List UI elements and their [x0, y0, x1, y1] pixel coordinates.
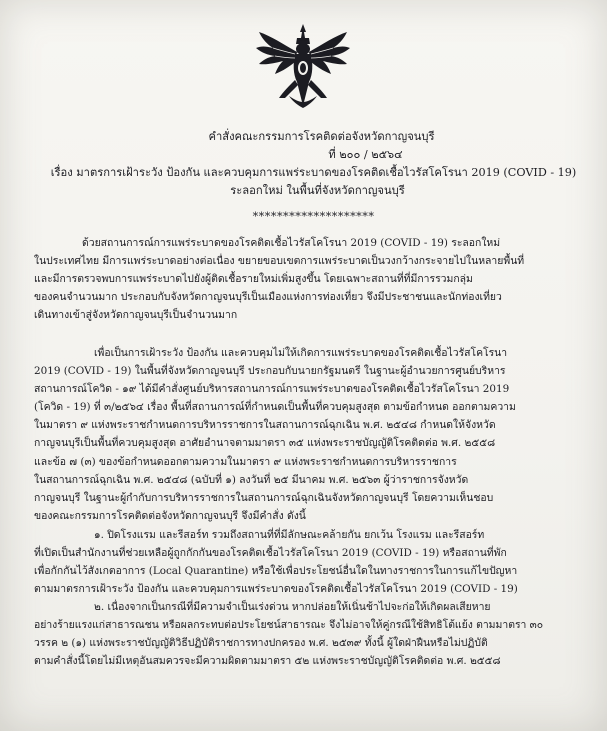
text-line: ๑. ปิดโรงแรม และรีสอร์ท รวมถึงสถานที่ที่มีลักษณะคล้ายกัน ยกเว้น โรงแรม และรีสอร์ท [94, 529, 485, 541]
text-line: กาญจนบุรี ในฐานะผู้กำกับการบริหารราชการในสถานการณ์ฉุกเฉินจังหวัดกาญจนบุรี โดยความเห็นชอบ [34, 491, 494, 504]
text-line: ในประเทศไทย มีการแพร่ระบาดอย่างต่อเนื่อง ขยายขอบเขตการแพร่ระบาดเป็นวงกว้างกระจายไปในหลายพื้นที่ [34, 255, 525, 268]
order-item-2 [34, 598, 594, 670]
separator-stars: ******************** [252, 210, 375, 223]
paragraph-authority [34, 344, 594, 525]
text-line: เดินทางเข้าสู่จังหวัดกาญจนบุรีเป็นจำนวนมาก [34, 309, 238, 322]
text-line: กาญจนบุรีเป็นพื้นที่ควบคุมสูงสุด อาศัยอำนาจตามมาตรา ๓๕ แห่งพระราชบัญญัติโรคติดต่อ พ.ศ. ๒๕๕๘ [34, 437, 496, 450]
text-line: ด้วยสถานการณ์การแพร่ระบาดของโรคติดเชื้อไวรัสโคโรนา 2019 (COVID - 19) ระลอกใหม่ [82, 237, 501, 249]
order-number: ที่ ๒๐๐ / ๒๕๖๔ [328, 148, 403, 161]
issuing-authority: คำสั่งคณะกรรมการโรคติดต่อจังหวัดกาญจนบุรี [208, 130, 435, 143]
order-item-1 [34, 526, 594, 598]
text-line: 2019 (COVID - 19) ในพื้นที่จังหวัดกาญจนบุรี ประกอบกับนายกรัฐมนตรี ในฐานะผู้อำนวยการศูนย์บริหาร [34, 365, 506, 378]
text-line: และข้อ ๗ (๓) ของข้อกำหนดออกตามความในมาตรา ๙ แห่งพระราชกำหนดการบริหารราชการ [34, 455, 457, 468]
text-line: เพื่อกักกันไว้สังเกตอาการ (Local Quarantine) หรือใช้เพื่อประโยชน์อื่นใดในทางราชการในการแก้ไขปัญหา [34, 565, 518, 578]
order-subject-continued: ระลอกใหม่ ในพื้นที่จังหวัดกาญจนบุรี [230, 184, 405, 197]
text-line: อย่างร้ายแรงแก่สาธารณชน หรือผลกระทบต่อประโยชน์สาธารณะ จึงไม่อาจให้คู่กรณีใช้สิทธิโต้แย้ง ตามมาตรา ๓๐ [34, 619, 544, 632]
text-line: ตามมาตรการเฝ้าระวัง ป้องกัน และควบคุมการแพร่ระบาดของโรคติดเชื้อไวรัสโคโรนา 2019 (COVID - 19) [34, 583, 518, 596]
text-line: ของคณะกรรมการโรคติดต่อจังหวัดกาญจนบุรี จึงมีคำสั่ง ดังนี้ [34, 509, 306, 522]
garuda-emblem-icon [253, 22, 353, 110]
order-subject: เรื่อง มาตรการเฝ้าระวัง ป้องกัน และควบคุมการแพร่ระบาดของโรคติดเชื้อไวรัสโคโรนา 2019 (COVID - 19) [50, 166, 577, 179]
text-line: ที่เปิดเป็นสำนักงานที่ช่วยเหลือผู้ถูกกักกันของโรคติดเชื้อไวรัสโคโรนา 2019 (COVID - 19) หรือสถานที่พัก [34, 547, 507, 560]
text-line: เพื่อเป็นการเฝ้าระวัง ป้องกัน และควบคุมไม่ให้เกิดการแพร่ระบาดของโรคติดเชื้อไวรัสโคโรนา [94, 347, 508, 359]
text-line: (โควิด - 19) ที่ ๓/๒๕๖๔ เรื่อง พื้นที่สถานการณ์ที่กำหนดเป็นพื้นที่ควบคุมสูงสุด ตามข้อกำหนด ออกตามความ [34, 401, 516, 414]
text-line: ๒. เนื่องจากเป็นกรณีที่มีความจำเป็นเร่งด่วน หากปล่อยให้เนิ่นช้าไปจะก่อให้เกิดผลเสียหาย [94, 601, 491, 613]
text-line: ตามคำสั่งนี้โดยไม่มีเหตุอันสมควรจะมีความผิดตามมาตรา ๕๒ แห่งพระราชบัญญัติโรคติดต่อ พ.ศ. ๒๕๕๘ [34, 655, 501, 668]
text-line: ของคนจำนวนมาก ประกอบกับจังหวัดกาญจนบุรีเป็นเมืองแห่งการท่องเที่ยว จึงมีประชาชนและนักท่องเที่ยว [34, 291, 502, 304]
paragraph-background [34, 234, 594, 324]
text-line: ในสถานการณ์ฉุกเฉิน พ.ศ. ๒๕๔๘ (ฉบับที่ ๑) ลงวันที่ ๒๕ มีนาคม พ.ศ. ๒๕๖๓ ผู้ว่าราชการจังหวัด [34, 473, 469, 486]
text-line: และมีการตรวจพบการแพร่ระบาดไปยังผู้ติดเชื้อรายใหม่เพิ่มสูงขึ้น โดยเฉพาะสถานที่ที่มีการรวมกลุ่ม [34, 273, 473, 286]
text-line: สถานการณ์โควิด - ๑๙ ได้มีคำสั่งศูนย์บริหารสถานการณ์การแพร่ระบาดของโรคติดเชื้อไวรัสโคโรนา 2019 [34, 383, 510, 396]
text-line: วรรค ๒ (๑) แห่งพระราชบัญญัติวิธีปฏิบัติราชการทางปกครอง พ.ศ. ๒๕๓๙ ทั้งนี้ ผู้ใดฝ่าฝืนหรือไม่ปฏิบัติ [34, 637, 488, 650]
text-line: ในมาตรา ๙ แห่งพระราชกำหนดการบริหารราชการในสถานการณ์ฉุกเฉิน พ.ศ. ๒๕๔๘ กำหนดให้จังหวัด [34, 419, 496, 432]
